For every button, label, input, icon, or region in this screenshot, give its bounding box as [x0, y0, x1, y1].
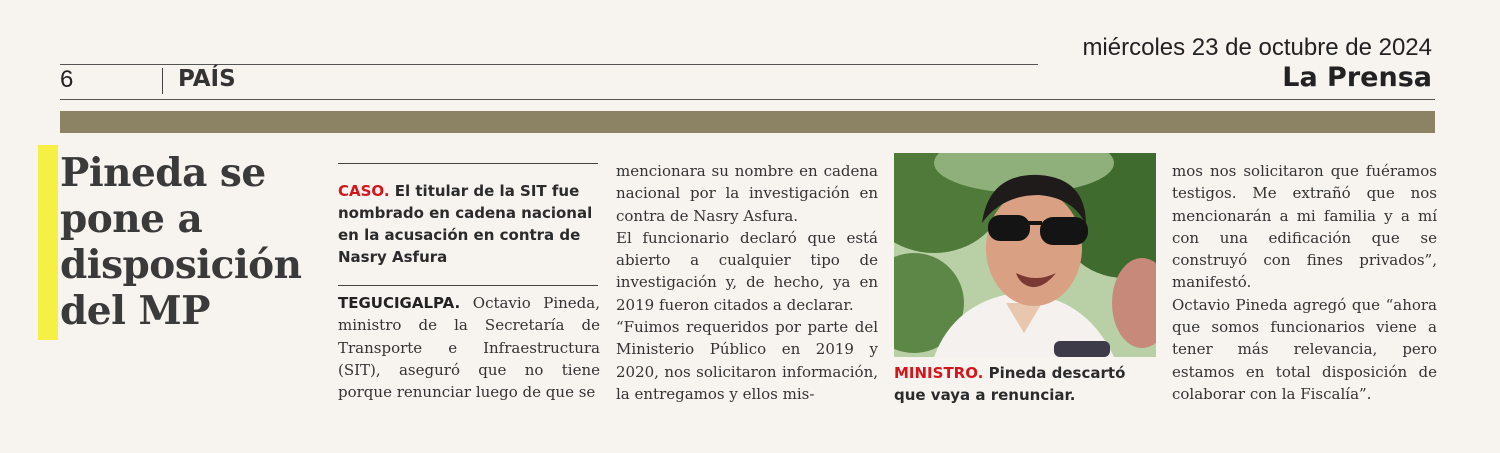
- column-2-paragraph-3: “Fuimos requeridos por parte del Ministerio Público en 2019 y 2020, nos solicitaron información, la entregamos y ellos mis-: [616, 318, 878, 403]
- caption-text: Pineda descartó que vaya a renunciar.: [894, 364, 1126, 404]
- page-number: 6: [60, 66, 74, 93]
- column-2-paragraph-1: mencionara su nombre en cadena nacional por la investigación en contra de Nasry Asfura.: [616, 162, 878, 225]
- dateline: TEGUCIGALPA.: [338, 294, 461, 312]
- summary: [338, 180, 600, 268]
- column-4-paragraph-2: Octavio Pineda agregó que “ahora que somos funcionarios viene a tener más relevancia, pero estamos en total disposición de colaborar con la Fiscalía”.: [1172, 295, 1437, 403]
- highlighter-mark: [38, 145, 58, 340]
- column-4-paragraph-1: mos nos solicitaron que fuéramos testigos. Me extrañó que nos mencionarán a mi familia y a mí con una edificación que se construyó con fines privados”, manifestó.: [1172, 162, 1437, 292]
- minister-photo: [894, 153, 1156, 357]
- summary-text: El titular de la SIT fue nombrado en cadena nacional en la acusación en contra de Nasry Asfura: [338, 182, 593, 266]
- issue-date: miércoles 23 de octubre de 2024: [1082, 34, 1432, 61]
- summary-bottom-rule: [338, 285, 598, 286]
- publication-name: La Prensa: [1282, 62, 1432, 93]
- top-rule: [60, 64, 1038, 65]
- summary-top-rule: [338, 163, 598, 164]
- column-4: [1172, 160, 1437, 405]
- photo-illustration: [894, 153, 1156, 357]
- color-band: [60, 111, 1435, 133]
- caption-label: MINISTRO.: [894, 364, 984, 382]
- column-1: [338, 292, 600, 403]
- headline: Pineda se pone a disposición del MP: [60, 150, 302, 334]
- header-rule: [60, 99, 1435, 100]
- photo-caption: [894, 362, 1158, 406]
- column-1-text: Octavio Pineda, ministro de la Secretaría de Transporte e Infraestructura (SIT), aseguró que no tiene porque renunciar luego de que se: [338, 294, 600, 402]
- column-2: [616, 160, 878, 405]
- section-label: PAÍS: [178, 66, 236, 92]
- column-2-paragraph-2: El funcionario declaró que está abierto a cualquier tipo de investigación y, de hecho, ya en 2019 fueron citados a declarar.: [616, 228, 878, 314]
- summary-label: CASO.: [338, 182, 390, 200]
- header-separator: [162, 68, 163, 94]
